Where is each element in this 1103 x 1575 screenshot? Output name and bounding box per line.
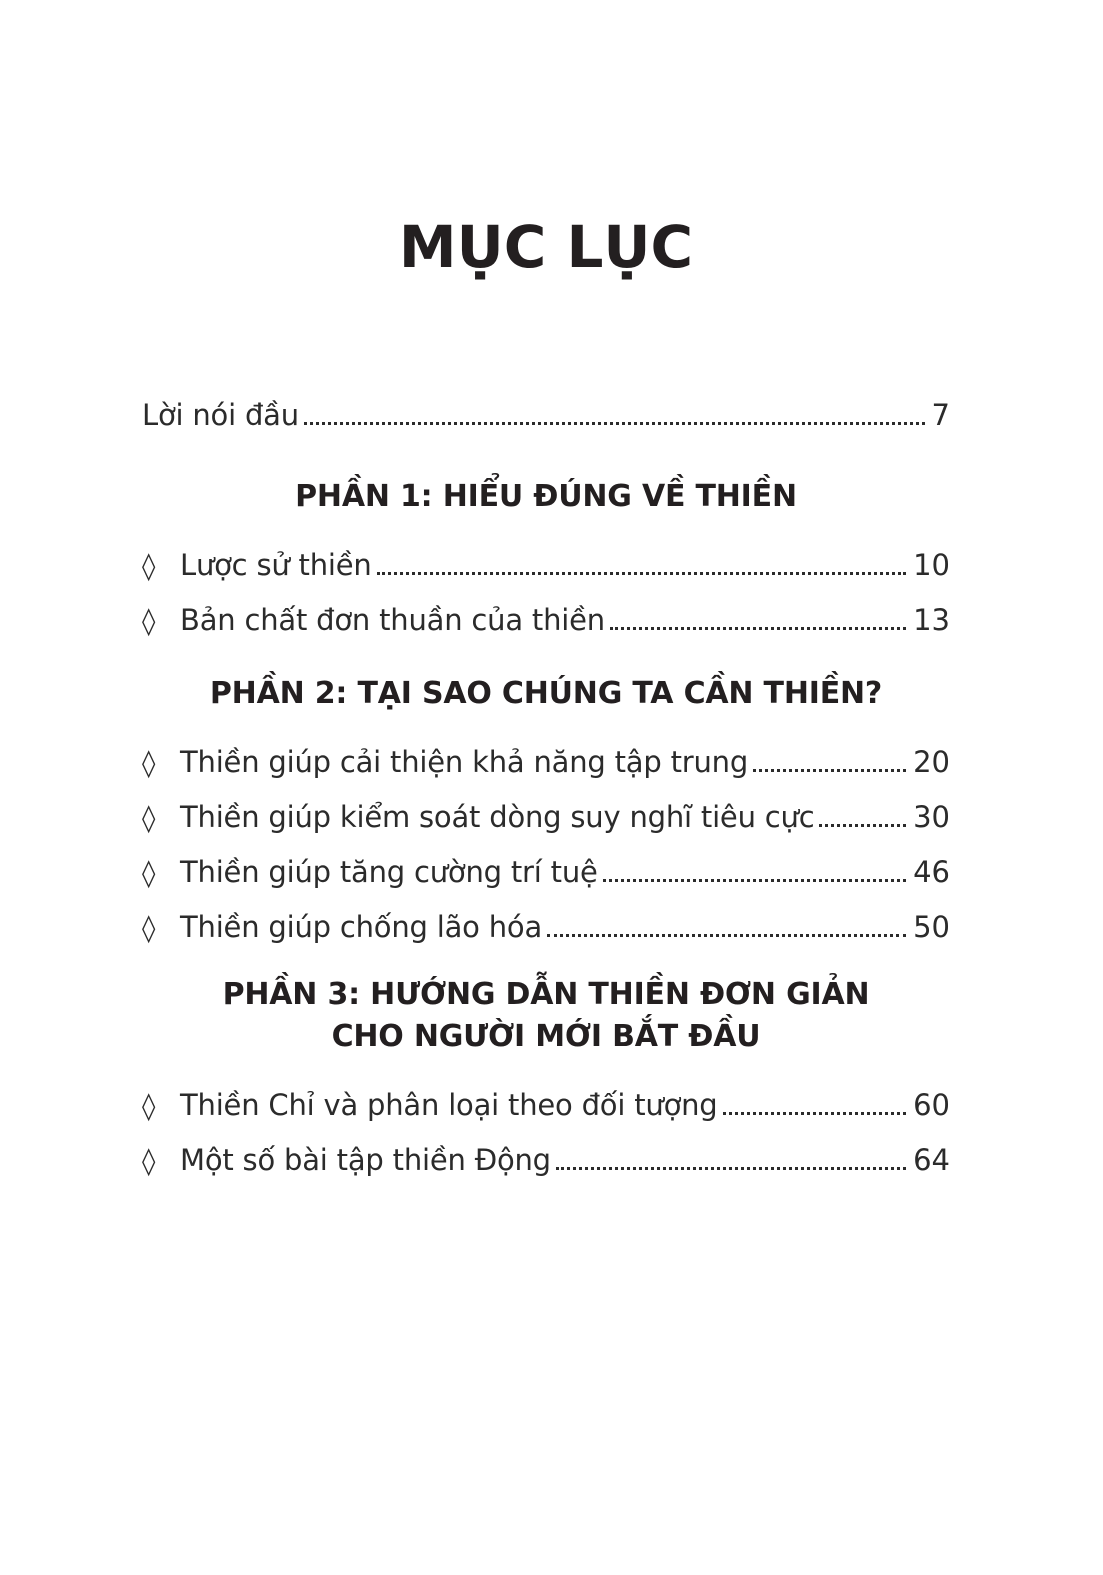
toc-entry-page-number: 64 [913, 1143, 950, 1177]
toc-entry [142, 800, 950, 836]
toc-entry-page-number: 50 [913, 910, 950, 944]
toc-entry-page-number: 10 [913, 548, 950, 582]
toc-entry-label: Lời nói đầu [142, 398, 299, 432]
toc-entry [142, 1143, 950, 1179]
toc-entry [142, 745, 950, 781]
toc-entry-label: Thiền giúp kiểm soát dòng suy nghĩ tiêu cực [180, 800, 815, 834]
toc-entry [142, 1088, 950, 1124]
toc-entry [142, 548, 950, 584]
section-heading-1 [142, 476, 950, 518]
dotted-leader [377, 572, 907, 575]
dotted-leader [610, 627, 906, 630]
dotted-leader [556, 1167, 906, 1170]
toc-entry-label: Lược sử thiền [180, 548, 372, 582]
toc-entry-page-number: 30 [913, 800, 950, 834]
toc-entry-label: Bản chất đơn thuần của thiền [180, 603, 605, 637]
toc-entry [142, 855, 950, 891]
page-title: MỤC LỤC [398, 213, 694, 281]
section-heading-line: PHẦN 1: HIỂU ĐÚNG VỀ THIỀN [295, 479, 797, 514]
section-3-items [142, 1088, 950, 1179]
dotted-leader [723, 1112, 907, 1115]
section-heading-2 [142, 673, 950, 715]
dotted-leader [819, 824, 906, 827]
toc-entry-page-number: 46 [913, 855, 950, 889]
diamond-bullet-icon: ◊ [142, 1146, 156, 1177]
diamond-bullet-icon: ◊ [142, 551, 156, 582]
toc-entry [142, 603, 950, 639]
toc-entry-label: Một số bài tập thiền Động [180, 1143, 551, 1177]
section-heading-line: PHẦN 2: TẠI SAO CHÚNG TA CẦN THIỀN? [209, 676, 883, 711]
toc-entry-label: Thiền giúp tăng cường trí tuệ [180, 855, 598, 889]
toc-entry-preface [142, 398, 950, 432]
dotted-leader [753, 769, 906, 772]
dotted-leader [304, 422, 925, 425]
toc-entry-page-number: 13 [913, 603, 950, 637]
section-heading-line: CHO NGƯỜI MỚI BẮT ĐẦU [331, 1019, 761, 1054]
toc-entry-label: Thiền giúp cải thiện khả năng tập trung [180, 745, 749, 779]
section-1-items [142, 548, 950, 639]
toc-entry-label: Thiền giúp chống lão hóa [180, 910, 543, 944]
toc-entry [142, 910, 950, 946]
diamond-bullet-icon: ◊ [142, 1091, 156, 1122]
section-2-items [142, 745, 950, 946]
section-heading-line: PHẦN 3: HƯỚNG DẪN THIỀN ĐƠN GIẢN [222, 977, 870, 1012]
dotted-leader [547, 934, 906, 937]
diamond-bullet-icon: ◊ [142, 748, 156, 779]
toc-entry-page-number: 7 [931, 398, 950, 432]
diamond-bullet-icon: ◊ [142, 606, 156, 637]
toc-entry-page-number: 60 [913, 1088, 950, 1122]
diamond-bullet-icon: ◊ [142, 858, 156, 889]
diamond-bullet-icon: ◊ [142, 803, 156, 834]
section-heading-3 [142, 974, 950, 1058]
toc-entry-label: Thiền Chỉ và phân loại theo đối tượng [180, 1088, 718, 1122]
table-of-contents [142, 398, 950, 1179]
dotted-leader [603, 879, 906, 882]
diamond-bullet-icon: ◊ [142, 913, 156, 944]
toc-entry-page-number: 20 [913, 745, 950, 779]
